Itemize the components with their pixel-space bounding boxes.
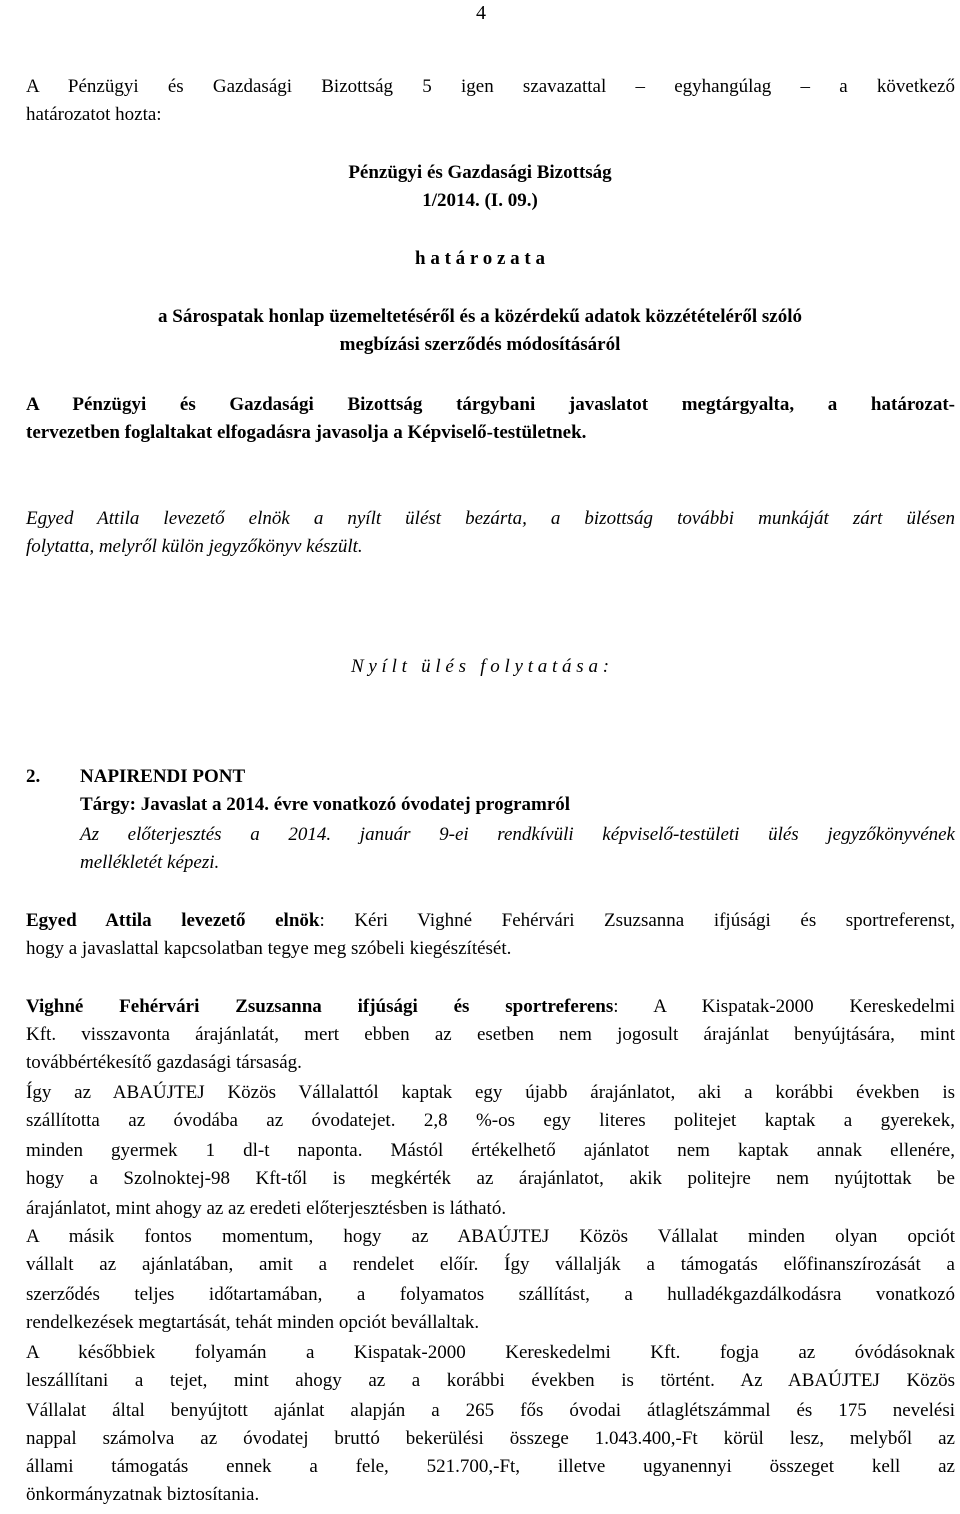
resolution-subject-line-2: megbízási szerződés módosításáról [339, 334, 621, 355]
agenda-title: NAPIRENDI PONT [80, 766, 246, 787]
speaker2-line: nappal számolva az óvodatej bruttó bekerülési összege 1.043.400,-Ft körül lesz, melyből az [26, 1428, 955, 1449]
speaker2-line: hogy a Szolnoktej-98 Kft-től is megkérték az árajánlatot, akik politejre nem nyújtottak be [26, 1168, 955, 1189]
resolution-body-line-2: tervezetben foglaltakat elfogadásra javasolja a Képviselő-testületnek. [26, 422, 587, 443]
open-session-heading: N y í l t ü l é s f o l y t a t á s a : [350, 656, 610, 677]
page-number: 4 [476, 2, 486, 24]
speaker2-line: szállította az óvodába az óvodatejet. 2,8 %-os egy literes politejet kaptak a gyerekek, [26, 1110, 955, 1131]
speaker2-line-1 [26, 996, 955, 1018]
closing-note-line-2: folytatta, melyről külön jegyzőkönyv készült. [26, 536, 363, 557]
agenda-subject-text: Javaslat a 2014. évre vonatkozó óvodatej programról [140, 794, 571, 815]
agenda-note-line-2: mellékletét képezi. [80, 852, 220, 873]
speaker2-line: árajánlatot, mint ahogy az az eredeti előterjesztésben is látható. [26, 1198, 507, 1219]
speaker1-line-1 [26, 910, 955, 932]
resolution-number: 1/2014. (I. 09.) [422, 190, 538, 211]
speaker2-name: Vighné Fehérvári Zsuzsanna ifjúsági és sportreferens [26, 996, 614, 1017]
speaker1-line-1-text: : Kéri Vighné Fehérvári Zsuzsanna ifjúsági és sportreferenst, [319, 910, 955, 931]
speaker1-name: Egyed Attila levezető elnök [26, 910, 320, 931]
resolution-title: h a t á r o z a t a [415, 248, 545, 269]
speaker2-line-1-text: : A Kispatak-2000 Kereskedelmi [613, 996, 955, 1017]
resolution-body-line-1: A Pénzügyi és Gazdasági Bizottság tárgybani javaslatot megtárgyalta, a határozat- [26, 394, 955, 415]
speaker2-line: A másik fontos momentum, hogy az ABAÚJTEJ Közös Vállalat minden olyan opciót [26, 1226, 955, 1247]
resolution-committee: Pénzügyi és Gazdasági Bizottság [348, 162, 612, 183]
agenda-subject-label: Tárgy: [80, 794, 136, 815]
speaker2-line: önkormányzatnak biztosítania. [26, 1484, 260, 1505]
speaker2-line: továbbértékesítő gazdasági társaság. [26, 1052, 302, 1073]
speaker2-line: Kft. visszavonta árajánlatát, mert ebben az esetben nem jogosult árajánlat benyújtására, mint [26, 1024, 955, 1045]
intro-line-2: határozatot hozta: [26, 104, 162, 125]
speaker2-line: leszállítani a tejet, mint ahogy az a korábbi években is történt. Az ABAÚJTEJ Közös [26, 1370, 955, 1391]
speaker2-line: Vállalat által benyújtott ajánlat alapján a 265 fős óvodai átlaglétszámmal és 175 nevelési [26, 1400, 955, 1421]
speaker2-line: Így az ABAÚJTEJ Közös Vállalattól kaptak egy újabb árajánlatot, aki a korábbi években is [26, 1082, 955, 1103]
speaker2-line: rendelkezések megtartását, tehát minden opciót bevállaltak. [26, 1312, 480, 1333]
speaker2-line: vállalt az ajánlatában, amit a rendelet előír. Így vállalják a támogatás előfinanszírozását a [26, 1254, 955, 1275]
speaker2-line: szerződés teljes időtartamában, a folyamatos szállítást, a hulladékgazdálkodásra vonatkozó [26, 1284, 955, 1305]
closing-note-line-1: Egyed Attila levezető elnök a nyílt ülést bezárta, a bizottság további munkáját zárt ülésen [26, 508, 955, 529]
agenda-note-line-1: Az előterjesztés a 2014. január 9-ei rendkívüli képviselő-testületi ülés jegyzőkönyvének [80, 824, 955, 845]
speaker1-line-2: hogy a javaslattal kapcsolatban tegye meg szóbeli kiegészítését. [26, 938, 512, 959]
intro-line-1: A Pénzügyi és Gazdasági Bizottság 5 igen szavazattal – egyhangúlag – a következő [26, 76, 955, 97]
agenda-subject [80, 794, 570, 816]
speaker2-line: A későbbiek folyamán a Kispatak-2000 Kereskedelmi Kft. fogja az óvódásoknak [26, 1342, 955, 1363]
resolution-subject-line-1: a Sárospatak honlap üzemeltetéséről és a közérdekű adatok közzétételéről szóló [158, 306, 802, 327]
agenda-number: 2. [26, 766, 41, 787]
speaker2-line: állami támogatás ennek a fele, 521.700,-Ft, illetve ugyanennyi összeget kell az [26, 1456, 955, 1477]
speaker2-line: minden gyermek 1 dl-t naponta. Mástól értékelhető ajánlatot nem kaptak annak ellenére, [26, 1140, 955, 1161]
